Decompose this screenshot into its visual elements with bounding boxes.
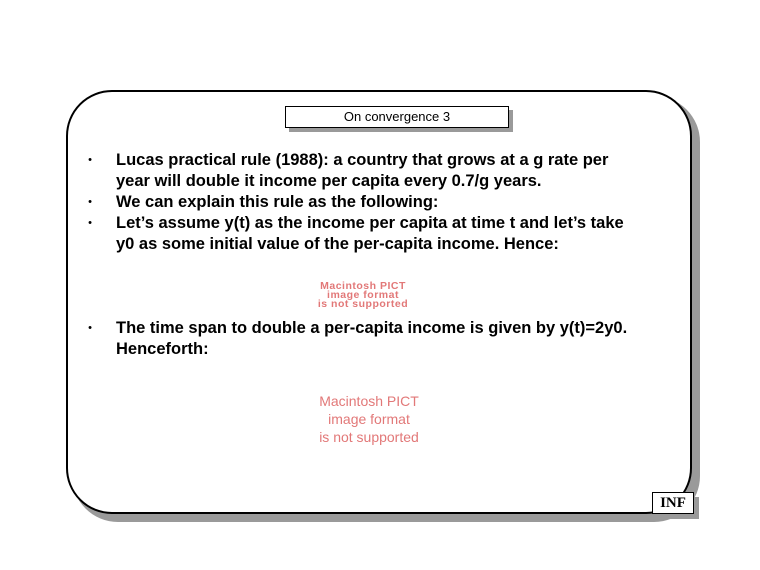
pict-line: Macintosh PICT — [319, 393, 419, 409]
pict-placeholder-equation-2 — [306, 392, 432, 446]
pict-line: image format — [327, 289, 399, 301]
bullet-marker: • — [88, 217, 92, 229]
bullet-item — [84, 213, 644, 255]
pict-placeholder-equation-1 — [300, 282, 426, 309]
slide-title: On convergence 3 — [285, 106, 509, 128]
bullet-text: The time span to double a per-capita income is given by y(t)=2y0. Henceforth: — [116, 319, 628, 358]
bullet-list — [84, 150, 644, 360]
pict-line: is not supported — [319, 429, 419, 445]
bullet-item — [84, 150, 644, 192]
bullet-text: We can explain this rule as the following: — [116, 193, 439, 211]
bullet-item — [84, 318, 644, 360]
bullet-marker: • — [88, 196, 92, 208]
bullet-marker: • — [88, 322, 92, 334]
pict-line: image format — [328, 411, 410, 427]
pict-line: Macintosh PICT — [320, 280, 406, 292]
bullet-text: Lucas practical rule (1988): a country that grows at a g rate per year will double it income per capita every 0.7/g years. — [116, 151, 609, 190]
bullet-text: Let’s assume y(t) as the income per capita at time t and let’s take y0 as some initial value of the per-capita income. Hence: — [116, 214, 624, 253]
bullet-marker: • — [88, 154, 92, 166]
inf-logo: INF — [652, 492, 694, 514]
pict-line: is not supported — [317, 298, 409, 310]
bullet-item — [84, 192, 644, 213]
